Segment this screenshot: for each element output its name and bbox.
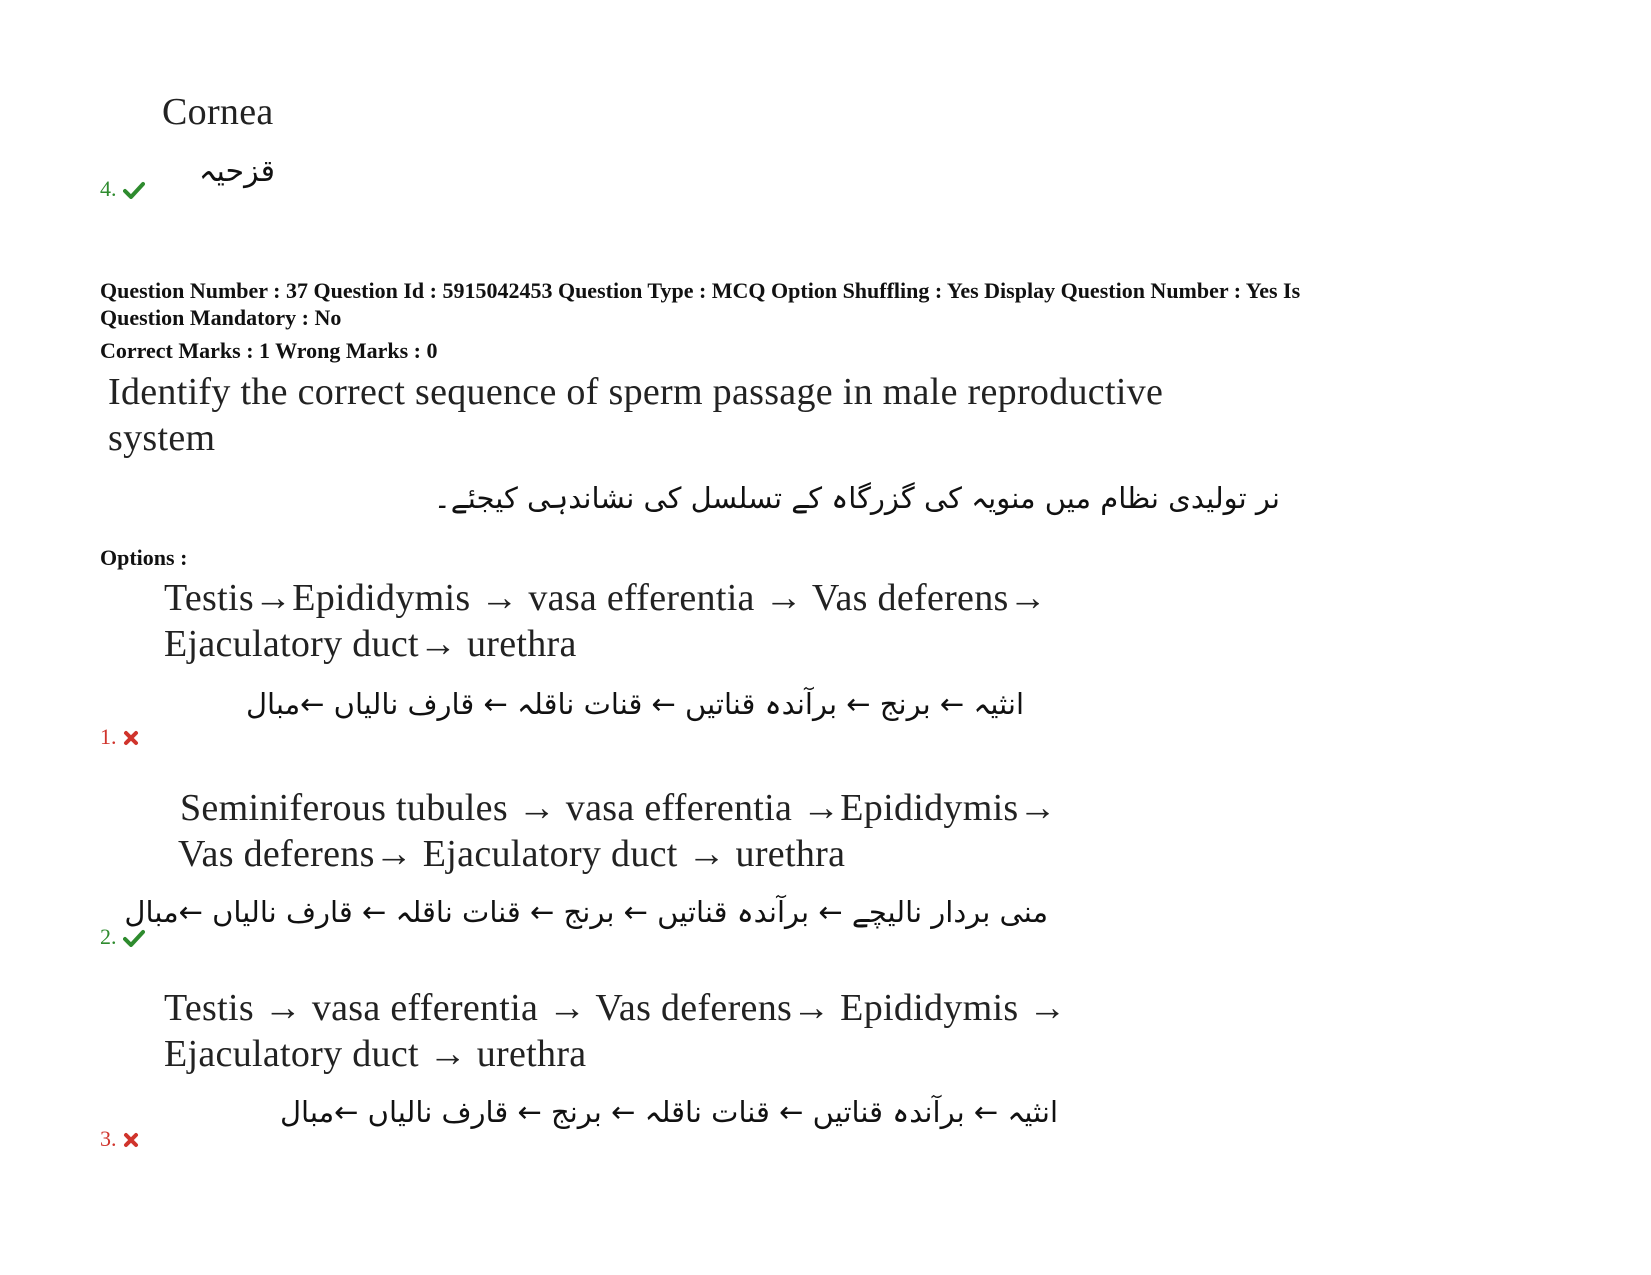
check-icon [123,181,145,204]
options-label: Options : [100,545,188,570]
check-icon [123,929,145,952]
option-2-urdu: منی بردار نالیچے ← برآندہ قناتیں ← برنج ← قنات ناقلہ ← قارف نالیاں ←مبال [124,895,1048,929]
prev-option-4-urdu: قزحیہ [198,154,275,189]
option-2-line1: Seminiferous tubules → vasa efferentia →Epididymis→ [180,787,1057,829]
option-number: 4. [100,176,117,201]
question-text-line1: Identify the correct sequence of sperm passage in male reproductive [108,371,1164,413]
option-3-line1: Testis → vasa efferentia → Vas deferens→ Epididymis → [164,987,1067,1029]
option-1-line2: Ejaculatory duct→ urethra [164,623,577,665]
option-1-marker [100,724,139,751]
cross-icon [123,1132,139,1153]
cross-icon [123,730,139,751]
option-3-marker [100,1126,139,1153]
prev-option-4-marker [100,176,145,204]
option-number: 2. [100,924,117,949]
option-2-marker [100,924,145,952]
option-3-line2: Ejaculatory duct → urethra [164,1033,587,1075]
question-meta-line2: Question Mandatory : No [100,305,342,330]
question-text-line2: system [108,417,216,459]
option-3-urdu: انثیہ ← برآندہ قناتیں ← قنات ناقلہ ← برنج ← قارف نالیاں ←مبال [279,1095,1058,1129]
prev-option-4-english: Cornea [162,91,274,133]
option-number: 3. [100,1126,117,1151]
option-1-urdu: انثیہ ← برنج ← برآندہ قناتیں ← قنات ناقلہ ← قارف نالیاں ←مبال [245,687,1024,721]
option-1-line1: Testis→Epididymis → vasa efferentia → Vas deferens→ [164,577,1047,619]
option-2-line2: Vas deferens→ Ejaculatory duct → urethra [178,833,846,875]
question-marks: Correct Marks : 1 Wrong Marks : 0 [100,338,438,363]
question-meta-line1: Question Number : 37 Question Id : 5915042453 Question Type : MCQ Option Shuffling : Yes Display Question Number : Yes Is [100,278,1301,303]
option-number: 1. [100,724,117,749]
question-text-urdu: نر تولیدی نظام میں منویہ کی گزرگاہ کے تسلسل کی نشاندہی کیجئے۔ [433,481,1280,515]
